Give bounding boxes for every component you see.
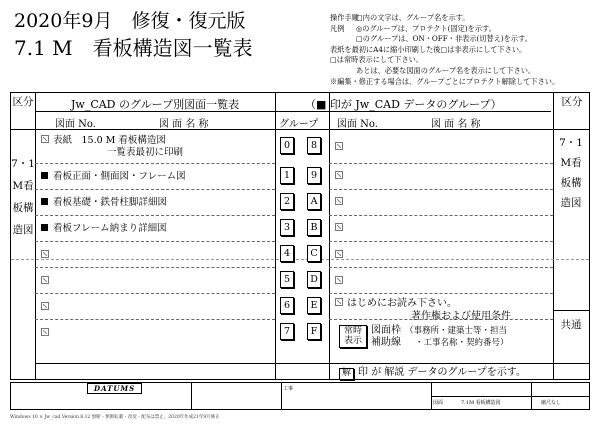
- title-block-cell2: 7.1M 看板構造図: [461, 400, 501, 406]
- drawing-icon: [335, 197, 343, 205]
- drawing-icon: [335, 223, 343, 231]
- title-block-cell4: 縮尺なし: [541, 400, 562, 406]
- group-button-d[interactable]: D: [307, 271, 321, 288]
- frame-note-line2: ・工事名称・契約番号）: [415, 338, 509, 348]
- copyright-text: 著作権および使用条件: [411, 311, 511, 322]
- list-item[interactable]: 看板基礎・鉄骨柱脚詳細図: [41, 197, 167, 208]
- jwcad-marker-icon: [41, 172, 48, 179]
- legend-line1: ◎のグループは、プロテクト(固定)を示す。: [356, 23, 496, 33]
- drawing-frame-label: 図面枠: [371, 325, 401, 336]
- note-line5: あとは、必要な図面のグループ名を表示にして下さい。: [356, 65, 536, 75]
- procedure-text: □内の文字は、グループ名を示す。: [356, 13, 470, 22]
- group-button-2[interactable]: 2: [280, 193, 294, 210]
- list-item[interactable]: [41, 302, 53, 313]
- list-item[interactable]: 表紙 15.0 M 看板構造図: [41, 135, 166, 146]
- list-item-readme[interactable]: はじめにお読み下さい。: [335, 298, 457, 309]
- drawing-icon: [335, 171, 343, 179]
- list-item[interactable]: [335, 276, 347, 287]
- drawing-icon: [41, 302, 49, 310]
- list-item[interactable]: [335, 197, 347, 208]
- auxiliary-line-label: 補助線: [371, 337, 401, 348]
- jwcad-marker-icon: [41, 198, 48, 205]
- drawing-icon: [335, 250, 343, 258]
- legend-note: 解 印 が 解説 データのグループを示す。: [339, 367, 526, 380]
- group-button-4[interactable]: 4: [280, 245, 294, 262]
- drawing-list-table: [10, 92, 590, 380]
- group-button-0[interactable]: 0: [280, 137, 294, 154]
- table-header-note: （■ 印が Jw_CAD データのグループ）: [305, 98, 502, 111]
- page-title-line2: 7.1 M 看板構造図一覧表: [14, 36, 253, 60]
- drawing-icon: [41, 135, 49, 143]
- group-button-1[interactable]: 1: [280, 167, 294, 184]
- drawing-icon: [335, 298, 343, 306]
- list-item[interactable]: [41, 250, 53, 261]
- always-visible-stamp: 常時表示: [339, 325, 367, 348]
- drawing-icon: [41, 250, 49, 258]
- table-header-title: Jw_CAD のグループ別図面一覧表: [71, 98, 240, 111]
- drawing-icon: [41, 328, 49, 336]
- datums-logo: DATUMS: [87, 383, 142, 394]
- column-header-no-right: 図面 No.: [337, 119, 378, 130]
- note-line3: 表紙を最初にA4に縮小印刷した後□は非表示にして下さい。: [330, 44, 527, 54]
- title-block: [10, 382, 590, 410]
- frame-note-line1: （事務所・建築士等・担当: [405, 326, 508, 336]
- list-item-subtext: 一覧表最初に印刷: [107, 147, 184, 158]
- list-item[interactable]: [335, 250, 347, 261]
- group-button-e[interactable]: E: [307, 297, 321, 314]
- group-button-6[interactable]: 6: [280, 297, 294, 314]
- operation-notes: [330, 13, 559, 87]
- list-item[interactable]: [41, 276, 53, 287]
- side-left-label: 7・1M看板構造図: [11, 158, 35, 236]
- list-item[interactable]: 看板フレーム納まり詳細図: [41, 223, 167, 234]
- note-line4: □は常時表示にして下さい。: [330, 55, 424, 65]
- commentary-mark: 解: [339, 368, 354, 380]
- side-left-header: 区分: [12, 96, 34, 108]
- title-block-cell1: 工事: [283, 386, 294, 392]
- list-item[interactable]: [335, 142, 347, 153]
- note-line6: ※編集・修正する場合は、グループごとにプロテクト解除して下さい。: [330, 76, 560, 86]
- footer-text: Windows 10 × Jw_cad Version 8.12 無断・無断転載・改変・配布は禁止。2020年作成21年9月修正: [10, 415, 220, 420]
- side-right-header: 区分: [561, 96, 583, 108]
- group-button-3[interactable]: 3: [280, 219, 294, 236]
- group-button-b[interactable]: B: [307, 219, 321, 236]
- procedure-label: 操作手順: [330, 13, 359, 22]
- group-button-8[interactable]: 8: [307, 137, 321, 154]
- title-block-cell3: 図面: [433, 400, 444, 406]
- column-header-name-right: 図 面 名 称: [431, 119, 481, 130]
- group-button-5[interactable]: 5: [280, 271, 294, 288]
- group-button-f[interactable]: F: [307, 323, 321, 340]
- side-right-label-top: 7・1M看板構造図: [559, 137, 583, 209]
- list-item[interactable]: [335, 171, 347, 182]
- group-button-c[interactable]: C: [307, 245, 321, 262]
- drawing-icon: [335, 276, 343, 284]
- drawing-icon: [335, 142, 343, 150]
- legend-label: 凡例: [330, 23, 345, 33]
- group-button-9[interactable]: 9: [307, 167, 321, 184]
- list-item[interactable]: 看板正面・側面図・フレーム図: [41, 171, 186, 182]
- legend-line2: □のグループは、ON・OFF・非表示(切替え)を示す。: [356, 34, 532, 44]
- column-header-name-left: 図 面 名 称: [159, 119, 209, 130]
- group-button-7[interactable]: 7: [280, 323, 294, 340]
- group-button-a[interactable]: A: [307, 193, 321, 210]
- list-item[interactable]: [335, 223, 347, 234]
- column-header-no-left: 図面 No.: [55, 119, 96, 130]
- page-title-line1: 2020年9月 修復・復元版: [14, 10, 246, 32]
- list-item[interactable]: [41, 328, 53, 339]
- drawing-icon: [41, 276, 49, 284]
- side-right-label-bottom: 共通: [560, 319, 582, 331]
- jwcad-marker-icon: [41, 224, 48, 231]
- column-header-group: グループ: [279, 119, 319, 130]
